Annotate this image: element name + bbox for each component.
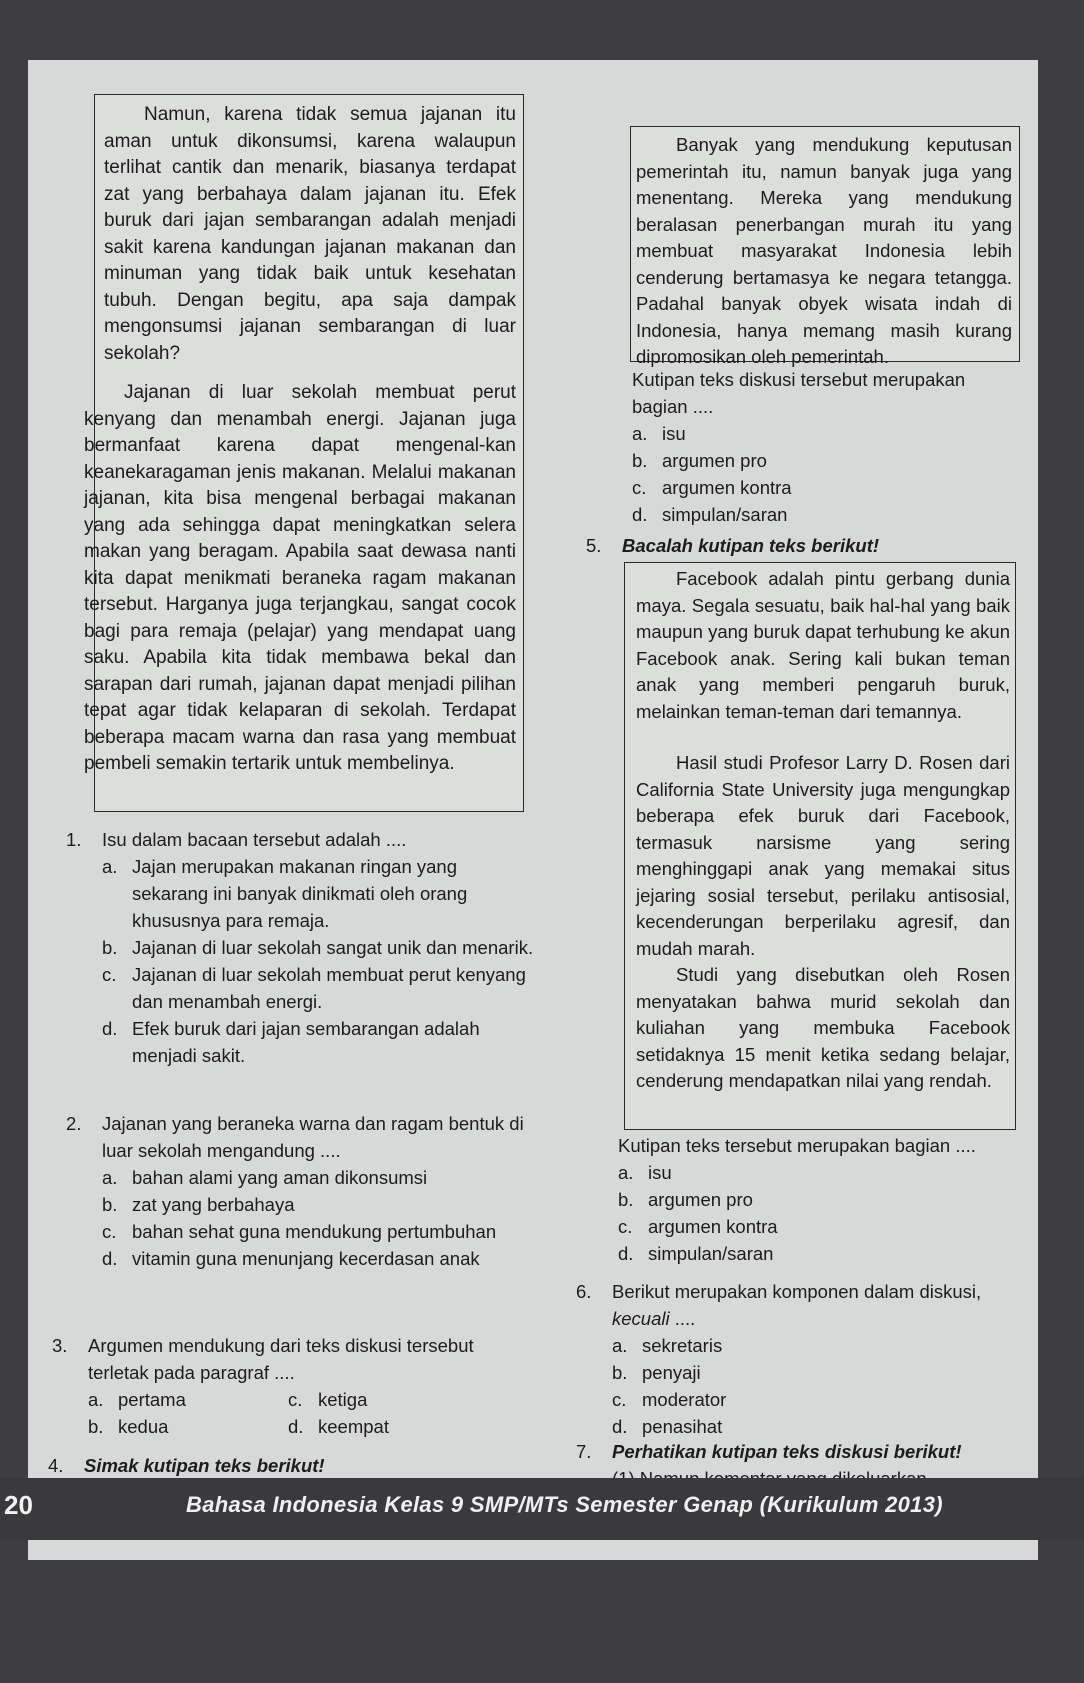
option-text: bahan sehat guna mendukung pertumbuhan bbox=[132, 1221, 497, 1242]
option-text: keempat bbox=[318, 1416, 389, 1437]
option-c[interactable] bbox=[102, 1218, 536, 1245]
option-a[interactable] bbox=[102, 1164, 536, 1191]
option-b[interactable] bbox=[612, 1359, 1026, 1386]
question-text: Isu dalam bacaan tersebut adalah .... bbox=[102, 829, 407, 850]
question-text: Bacalah kutipan teks berikut! bbox=[622, 535, 880, 556]
right-quote-1-text: Banyak yang mendukung keputusan pemerintah itu, namun banyak juga yang menentang. Mereka yang mendukung beralasan penerbangan murah itu yang membuat masyarakat Indonesia lebih cenderung bertamasya ke negara tetangga. Padahal banyak obyek wisata indah di Indonesia, hanya memang masih kurang dipromosikan oleh pemerintah. bbox=[636, 134, 1012, 367]
option-letter: b. bbox=[618, 1189, 634, 1210]
question-text: Kutipan teks diskusi tersebut merupakan bagian .... bbox=[632, 369, 966, 417]
option-text: Efek buruk dari jajan sembarangan adalah menjadi sakit. bbox=[132, 1018, 480, 1066]
option-text: argumen kontra bbox=[648, 1216, 778, 1237]
option-b[interactable] bbox=[102, 1191, 536, 1218]
option-a[interactable] bbox=[612, 1332, 1026, 1359]
option-c[interactable] bbox=[632, 474, 1022, 501]
question-text-emphasis: kecuali bbox=[612, 1308, 670, 1329]
question-4-continued bbox=[632, 366, 1022, 528]
option-letter: b. bbox=[102, 937, 118, 958]
option-letter: d. bbox=[102, 1018, 118, 1039]
option-text: penyaji bbox=[642, 1362, 701, 1383]
option-text: simpulan/saran bbox=[662, 504, 788, 525]
question-text: Kutipan teks tersebut merupakan bagian .... bbox=[618, 1135, 976, 1156]
question-text: Argumen mendukung dari teks diskusi tersebut terletak pada paragraf .... bbox=[88, 1335, 474, 1383]
option-letter: c. bbox=[632, 477, 647, 498]
question-number: 2. bbox=[66, 1113, 82, 1134]
option-letter: a. bbox=[612, 1335, 628, 1356]
option-letter: c. bbox=[288, 1389, 303, 1410]
option-letter: d. bbox=[632, 504, 648, 525]
option-letter: d. bbox=[618, 1243, 634, 1264]
option-letter: c. bbox=[102, 964, 117, 985]
option-letter: b. bbox=[88, 1416, 104, 1437]
page-footer bbox=[0, 1478, 1084, 1540]
option-d[interactable] bbox=[102, 1015, 536, 1069]
option-text: ketiga bbox=[318, 1389, 368, 1410]
question-text: Perhatikan kutipan teks diskusi berikut! bbox=[612, 1441, 962, 1462]
option-letter: a. bbox=[102, 856, 118, 877]
option-letter: c. bbox=[612, 1389, 627, 1410]
option-c[interactable] bbox=[102, 961, 536, 1015]
question-number: 5. bbox=[586, 535, 602, 556]
option-b[interactable] bbox=[88, 1413, 288, 1440]
option-text: argumen pro bbox=[662, 450, 767, 471]
option-letter: d. bbox=[288, 1416, 304, 1437]
question-text-part: Berikut merupakan komponen dalam diskusi, bbox=[612, 1281, 982, 1302]
option-letter: d. bbox=[612, 1416, 628, 1437]
option-d[interactable] bbox=[632, 501, 1022, 528]
option-text: Jajanan di luar sekolah sangat unik dan menarik. bbox=[132, 937, 534, 958]
option-letter: b. bbox=[632, 450, 648, 471]
question-number: 6. bbox=[576, 1281, 592, 1302]
option-letter: d. bbox=[102, 1248, 118, 1269]
option-letter: b. bbox=[612, 1362, 628, 1383]
option-text: vitamin guna menunjang kecerdasan anak bbox=[132, 1248, 480, 1269]
question-3 bbox=[52, 1332, 532, 1440]
question-4 bbox=[48, 1452, 528, 1479]
option-text: isu bbox=[648, 1162, 672, 1183]
question-2 bbox=[66, 1110, 536, 1272]
right-quote-2-paragraph-3: Studi yang disebutkan oleh Rosen menyatakan bahwa murid sekolah dan kuliahan yang membuka Facebook setidaknya 15 menit ketika sedang belajar, cenderung mendapatkan nilai yang rendah. bbox=[636, 964, 1010, 1091]
question-5-continued bbox=[618, 1132, 1028, 1267]
option-text: isu bbox=[662, 423, 686, 444]
right-quote-2-paragraph-1: Facebook adalah pintu gerbang dunia maya. Segala sesuatu, baik hal-hal yang baik maupun yang buruk dapat terhubung ke akun Facebook anak. Sering kali bukan teman anak yang memberi pengaruh buruk, melainkan teman-teman dari temannya. bbox=[636, 568, 1010, 722]
option-c[interactable] bbox=[618, 1213, 1028, 1240]
option-d[interactable] bbox=[102, 1245, 536, 1272]
question-text: Jajanan yang beraneka warna dan ragam bentuk di luar sekolah mengandung .... bbox=[102, 1113, 524, 1161]
option-letter: c. bbox=[102, 1221, 117, 1242]
option-text: sekretaris bbox=[642, 1335, 723, 1356]
option-d[interactable] bbox=[618, 1240, 1028, 1267]
book-title: Bahasa Indonesia Kelas 9 SMP/MTs Semester Genap (Kurikulum 2013) bbox=[186, 1492, 943, 1517]
option-text: simpulan/saran bbox=[648, 1243, 774, 1264]
option-d[interactable] bbox=[612, 1413, 1026, 1440]
option-a[interactable] bbox=[618, 1159, 1028, 1186]
option-text: argumen kontra bbox=[662, 477, 792, 498]
page-number: 20 bbox=[4, 1490, 33, 1520]
option-text: Jajanan di luar sekolah membuat perut kenyang dan menambah energi. bbox=[132, 964, 526, 1012]
question-number: 1. bbox=[66, 829, 82, 850]
left-paragraph-2: Jajanan di luar sekolah membuat perut kenyang dan menambah energi. Jajanan juga bermanfaat karena dapat mengenal-kan keanekaragaman jenis makanan. Melalui makanan jajanan, kita bisa mengenal berbagai makanan yang ada sehingga dapat meningkatkan selera makan yang beragam. Apabila saat dewasa nanti kita dapat menikmati beraneka ragam makanan tersebut. Harganya juga terjangkau, sangat cocok bagi para remaja (pelajar) yang mendapat uang saku. Apabila kita tidak membawa bekal dan sarapan dari rumah, jajanan dapat menjadi pilihan tepat agar tidak kelaparan di sekolah. Terdapat beberapa macam warna dan rasa yang membuat pembeli semakin tertarik untuk membelinya. bbox=[84, 382, 516, 774]
option-d[interactable] bbox=[288, 1413, 508, 1440]
option-text: argumen pro bbox=[648, 1189, 753, 1210]
question-1 bbox=[66, 826, 536, 1069]
option-letter: a. bbox=[618, 1162, 634, 1183]
option-a[interactable] bbox=[102, 853, 536, 934]
option-b[interactable] bbox=[618, 1186, 1028, 1213]
question-text: Simak kutipan teks berikut! bbox=[84, 1455, 325, 1476]
option-text: Jajan merupakan makanan ringan yang sekarang ini banyak dinikmati oleh orang khususnya para remaja. bbox=[132, 856, 468, 931]
option-a[interactable] bbox=[632, 420, 1022, 447]
option-c[interactable] bbox=[288, 1386, 508, 1413]
option-a[interactable] bbox=[88, 1386, 288, 1413]
option-text: penasihat bbox=[642, 1416, 723, 1437]
option-text: zat yang berbahaya bbox=[132, 1194, 295, 1215]
option-text: kedua bbox=[118, 1416, 169, 1437]
question-5 bbox=[586, 532, 1026, 559]
question-number: 7. bbox=[576, 1441, 592, 1462]
question-text-part: .... bbox=[669, 1308, 696, 1329]
option-letter: a. bbox=[632, 423, 648, 444]
option-b[interactable] bbox=[632, 447, 1022, 474]
option-text: moderator bbox=[642, 1389, 727, 1410]
option-letter: a. bbox=[102, 1167, 118, 1188]
option-b[interactable] bbox=[102, 934, 536, 961]
question-6 bbox=[576, 1278, 1026, 1440]
question-text bbox=[612, 1278, 1026, 1332]
question-number: 3. bbox=[52, 1335, 68, 1356]
left-paragraph-1: Namun, karena tidak semua jajanan itu aman untuk dikonsumsi, karena walaupun terlihat cantik dan menarik, biasanya terdapat zat yang berbahaya dalam jajanan itu. Efek buruk dari jajan sembarangan adalah menjadi sakit karena kandungan jajanan makanan dan minuman yang tidak baik untuk kesehatan tubuh. Dengan begitu, apa saja dampak mengonsumsi jajanan sembarangan di luar sekolah? bbox=[104, 104, 516, 364]
option-text: bahan alami yang aman dikonsumsi bbox=[132, 1167, 428, 1188]
option-c[interactable] bbox=[612, 1386, 1026, 1413]
option-letter: c. bbox=[618, 1216, 633, 1237]
option-letter: b. bbox=[102, 1194, 118, 1215]
option-text: pertama bbox=[118, 1389, 186, 1410]
right-quote-2-paragraph-2: Hasil studi Profesor Larry D. Rosen dari California State University juga mengungkap beberapa efek buruk dari Facebook, termasuk narsisme yang sering menghinggapi anak yang memakai situs jejaring sosial tersebut, perilaku antisosial, kecenderungan berperilaku agresif, dan mudah marah. bbox=[636, 752, 1010, 959]
question-number: 4. bbox=[48, 1455, 64, 1476]
option-letter: a. bbox=[88, 1389, 104, 1410]
